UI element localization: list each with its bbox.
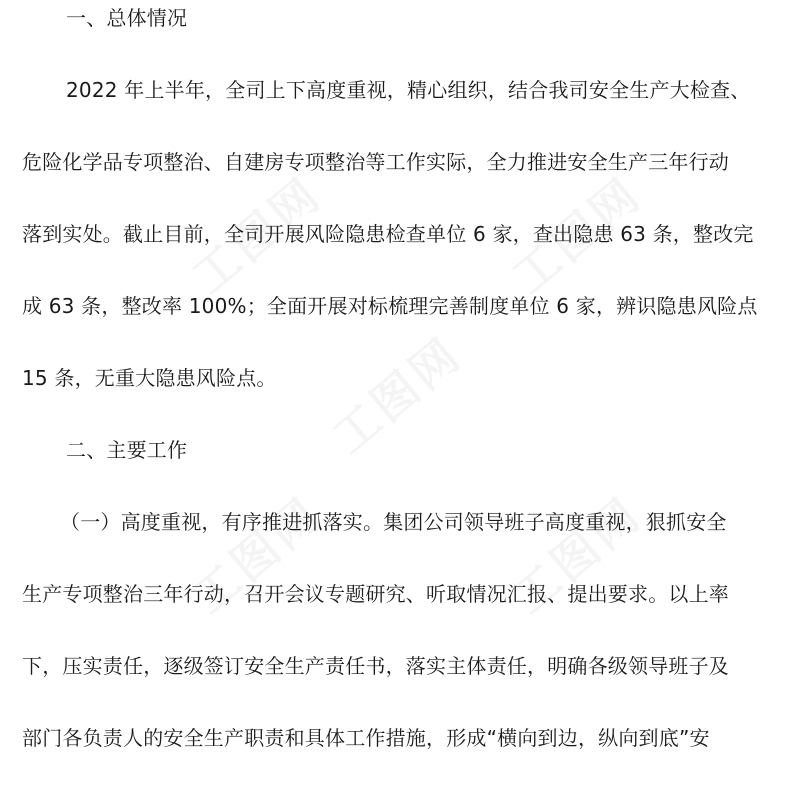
- paragraph-line: 落到实处。截止目前，全司开展风险隐患检查单位 6 家，查出隐患 63 条，整改完: [22, 222, 754, 246]
- paragraph-line: 危险化学品专项整治、自建房专项整治等工作实际，全力推进安全生产三年行动: [22, 150, 729, 174]
- paragraph-line: 15 条，无重大隐患风险点。: [22, 366, 277, 390]
- paragraph-line: 生产专项整治三年行动，召开会议专题研究、听取情况汇报、提出要求。以上率: [22, 582, 729, 606]
- paragraph-line: 部门各负责人的安全生产职责和具体工作措施，形成“横向到边，纵向到底”安: [22, 726, 710, 750]
- paragraph-line: 2022 年上半年，全司上下高度重视，精心组织，结合我司安全生产大检查、: [66, 78, 751, 102]
- paragraph-line: 成 63 条，整改率 100%；全面开展对标梳理完善制度单位 6 家，辨识隐患风险点: [22, 294, 758, 318]
- paragraph-line: 下，压实责任，逐级签订安全生产责任书，落实主体责任，明确各级领导班子及: [22, 654, 729, 678]
- section-heading-overview: 一、总体情况: [66, 6, 188, 30]
- section-heading-main-work: 二、主要工作: [66, 438, 188, 462]
- paragraph-line: （一）高度重视，有序推进抓落实。集团公司领导班子高度重视，狠抓安全: [60, 510, 727, 534]
